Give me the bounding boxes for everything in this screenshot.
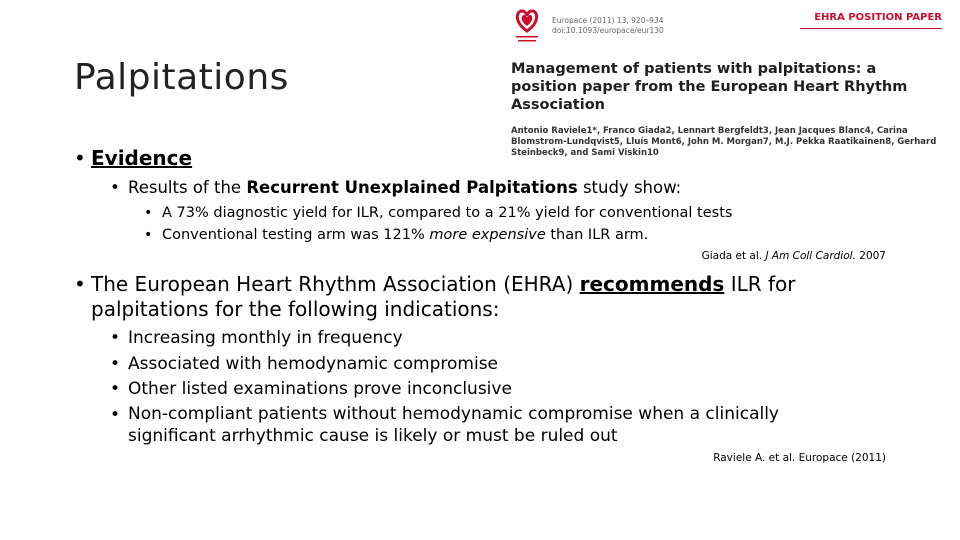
cost-suffix: than ILR arm. [550,227,649,243]
ehra-text-suffix: ILR for palpitations for the following indications: [91,272,796,321]
citation-journal: J Am Coll Cardiol. [765,250,856,262]
paper-title: Management of patients with palpitations: a position paper from the European Heart Rhythm Association [511,61,908,113]
citation-year: 2007 [859,250,886,262]
bullet-icon: • [110,379,121,399]
bullet-icon: • [74,146,86,170]
paper-doi-line: doi:10.1093/europace/eur130 [552,26,664,35]
bullet-icon: • [144,205,153,221]
paper-journal-info [552,16,664,36]
slide-title: Palpitations [74,57,289,98]
cost-emphasis: more expensive [429,227,546,243]
citation-authors: Giada et al. [701,250,763,262]
cost-text: Conventional testing arm was 121% [162,227,425,243]
indications-list [110,326,870,447]
indication-text: Increasing monthly in frequency [128,328,403,348]
list-item [110,326,870,352]
study-name: Recurrent Unexplained Palpitations [246,178,578,197]
bullet-icon: • [110,178,120,197]
paper-divider [800,28,942,29]
list-item [110,377,870,403]
ehra-recommendation-bullet [74,272,854,322]
bullet-icon: • [110,328,121,348]
list-item [110,403,870,447]
indication-text: Other listed examinations prove inconclusive [128,379,512,399]
bullet-icon: • [110,353,121,374]
recommends-emphasis: recommends [579,272,725,296]
list-item [110,352,870,378]
ehra-text: The European Heart Rhythm Association (EHRA) [91,272,574,296]
indication-text: Associated with hemodynamic compromise [128,353,499,374]
citation-raviele: Raviele A. et al. Europace (2011) [713,452,886,464]
bullet-icon: • [74,272,86,296]
esc-heart-logo-icon [510,6,544,46]
bullet-icon: • [110,404,121,425]
paper-authors: Antonio Raviele1*, Franco Giada2, Lennart Bergfeldt3, Jean Jacques Blanc4, Carina Blomstrom-Lundqvist5, Lluís Mont6, John M. Morgan7, M.J. Pekka Raatikainen8, Gerhard Steinbeck9, and Sami Viskin10 [511,126,937,158]
diagnostic-yield-text: A 73% diagnostic yield for ILR, compared to a 21% yield for conventional tests [162,205,733,221]
paper-excerpt-image [500,2,950,162]
study-intro-suffix: study show: [582,178,682,197]
paper-journal-line: Europace (2011) 13, 920–934 [552,16,664,25]
citation-giada [702,250,886,262]
indication-text: Non-compliant patients without hemodynamic compromise when a clinically significant arrhythmic cause is likely or must be ruled out [128,403,779,446]
paper-type-label: EHRA POSITION PAPER [814,12,942,23]
evidence-heading: Evidence [91,146,193,170]
study-intro-text: Results of the [128,178,242,197]
bullet-icon: • [144,227,153,243]
